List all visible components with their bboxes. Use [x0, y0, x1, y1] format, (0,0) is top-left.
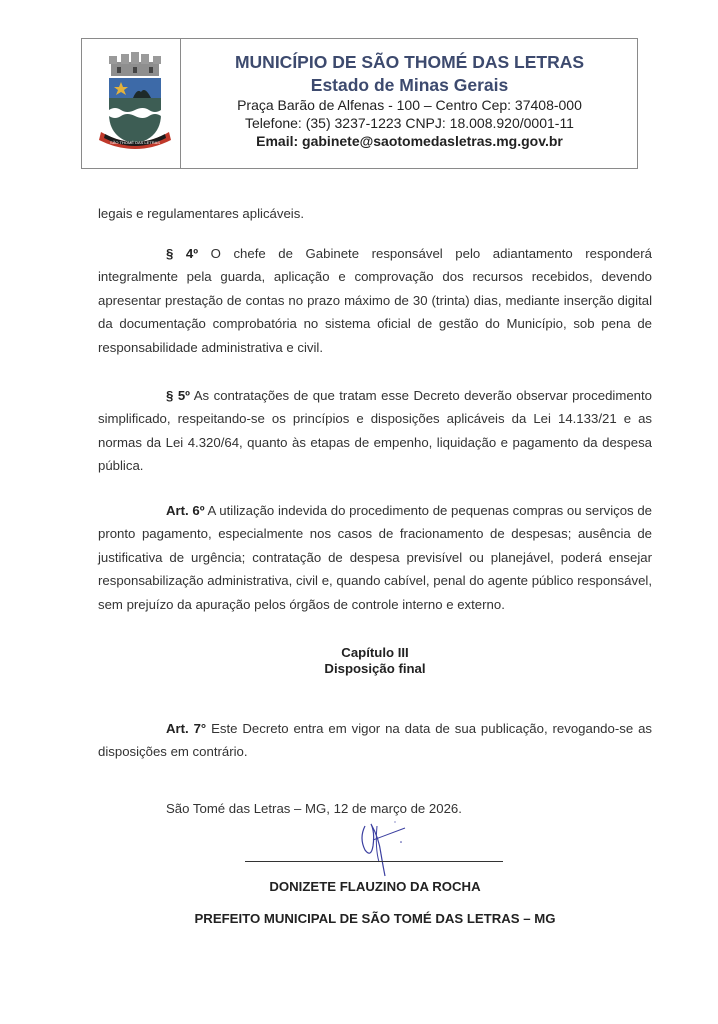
paragraph-4-label: § 4º: [166, 246, 199, 261]
phone-cnpj-line: Telefone: (35) 3237-1223 CNPJ: 18.008.920/0001-11: [245, 115, 574, 131]
municipality-title: MUNICÍPIO DE SÃO THOMÉ DAS LETRAS: [234, 52, 585, 72]
state-subtitle: Estado de Minas Gerais: [310, 75, 509, 95]
article-6: [98, 499, 652, 616]
paragraph-5-text: As contratações de que tratam esse Decreto deverão observar procedimento simplificado, respeitando-se os princípios e disposições aplicáveis da Lei 14.133/21 e as normas da Lei 4.320/64, quanto às etapas de empenho, liquidação e pagamento da despesa pública.: [98, 388, 652, 474]
crown: [109, 52, 161, 76]
paragraph-4-text: O chefe de Gabinete responsável pelo adiantamento responderá integralmente pela guarda, aplicação e comprovação dos recursos recebidos, devendo apresentar prestação de contas no prazo máximo de 30 (trinta) dias, mediante inserção digital da documentação comprobatória no sistema oficial de gestão do Município, sob pena de responsabilidade administrativa e civil.: [98, 246, 652, 355]
chapter-heading: Capítulo III: [341, 645, 409, 660]
paragraph-5: [98, 384, 652, 478]
article-6-text: A utilização indevida do procedimento de pequenas compras ou serviços de pronto pagamento, especialmente nos casos de fracionamento de despesas; ausência de justificativa de urgência; contratação de despesa previsível ou planejável, poderá ensejar responsabilização administrativa, civil e, quando cabível, penal do agente público responsável, sem prejuízo da apuração pelos órgãos de controle interno e externo.: [98, 503, 652, 612]
paragraph-5-label: § 5º: [166, 388, 190, 403]
article-7-text: Este Decreto entra em vigor na data de sua publicação, revogando-se as disposições em contrário.: [98, 721, 652, 760]
signer-role: PREFEITO MUNICIPAL DE SÃO TOMÉ DAS LETRAS – MG: [194, 911, 556, 926]
signature-line: [245, 861, 503, 862]
article-6-label: Art. 6º: [166, 503, 205, 518]
email-line: Email: gabinete@saotomedasletras.mg.gov.br: [256, 133, 563, 149]
paragraph-4: [98, 242, 652, 359]
chapter-title: Disposição final: [324, 661, 426, 676]
continuation-text: legais e regulamentares aplicáveis.: [98, 206, 304, 221]
handwritten-signature-icon: [355, 818, 415, 878]
article-7: [98, 717, 652, 764]
place-date: São Tomé das Letras – MG, 12 de março de 2026.: [166, 801, 462, 816]
svg-text:SÃO THOMÉ DAS LETRAS: SÃO THOMÉ DAS LETRAS: [110, 140, 160, 145]
municipal-crest-icon: [95, 52, 175, 157]
signer-name: DONIZETE FLAUZINO DA ROCHA: [269, 879, 481, 894]
address-line: Praça Barão de Alfenas - 100 – Centro Cep: 37408-000: [237, 97, 582, 113]
article-7-label: Art. 7°: [166, 721, 207, 736]
